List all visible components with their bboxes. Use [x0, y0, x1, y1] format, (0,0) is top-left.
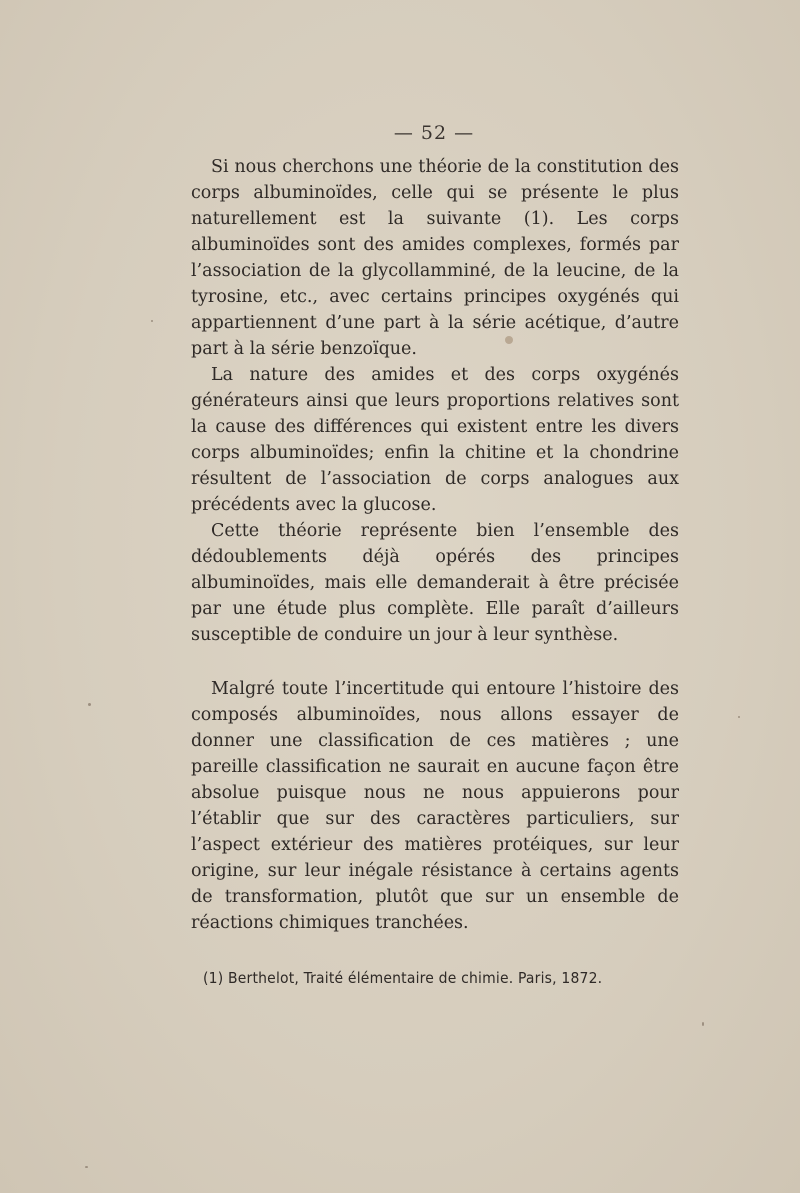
paper-speck [151, 320, 153, 322]
paragraph-1 [191, 154, 679, 362]
paper-speck [505, 336, 513, 344]
paragraph-4-text: Malgré toute l’incertitude qui entoure l’histoire des composés albuminoïdes, nous allons essayer de donner une classification de ces matières ; une pareille classification ne saurait en aucune façon être absolue puisque nous ne nous appuierons pour l’établir que sur des caractères particuliers, sur l’aspect extérieur des matières protéiques, sur leur origine, sur leur inégale résistance à certains agents de transformation, plutôt que sur un ensemble de réactions chimiques tranchées. [191, 679, 679, 933]
paper-speck [85, 1166, 88, 1168]
page-number: — 52 — [393, 122, 475, 144]
paper-speck [738, 716, 740, 718]
paragraph-4 [191, 676, 679, 936]
paragraph-2-text: La nature des amides et des corps oxygénés générateurs ainsi que leurs proportions relatives sont la cause des différences qui existent entre les divers corps albuminoïdes; enfin la chitine et la chondrine résultent de l’association de corps analogues aux précédents avec la glucose. [191, 365, 679, 515]
paragraph-3-text: Cette théorie représente bien l’ensemble des dédoublements déjà opérés des principes albuminoïdes, mais elle demanderait à être précisée par une étude plus complète. Elle paraît d’ailleurs susceptible de conduire un jour à leur synthèse. [191, 521, 679, 645]
paragraph-2 [191, 362, 679, 518]
footnote: (1) Berthelot, Traité élémentaire de chimie. Paris, 1872. [203, 969, 603, 987]
paragraph-1-text: Si nous cherchons une théorie de la constitution des corps albuminoïdes, celle qui se présente le plus naturellement est la suivante (1). Les corps albuminoïdes sont des amides complexes, formés par l’association de la glycollamminé, de la leucine, de la tyrosine, etc., avec certains principes oxygénés qui appartiennent d’une part à la série acétique, d’autre part à la série benzoïque. [191, 157, 679, 359]
paper-speck [88, 703, 91, 706]
paper-speck [702, 1022, 704, 1026]
paragraph-3 [191, 518, 679, 648]
